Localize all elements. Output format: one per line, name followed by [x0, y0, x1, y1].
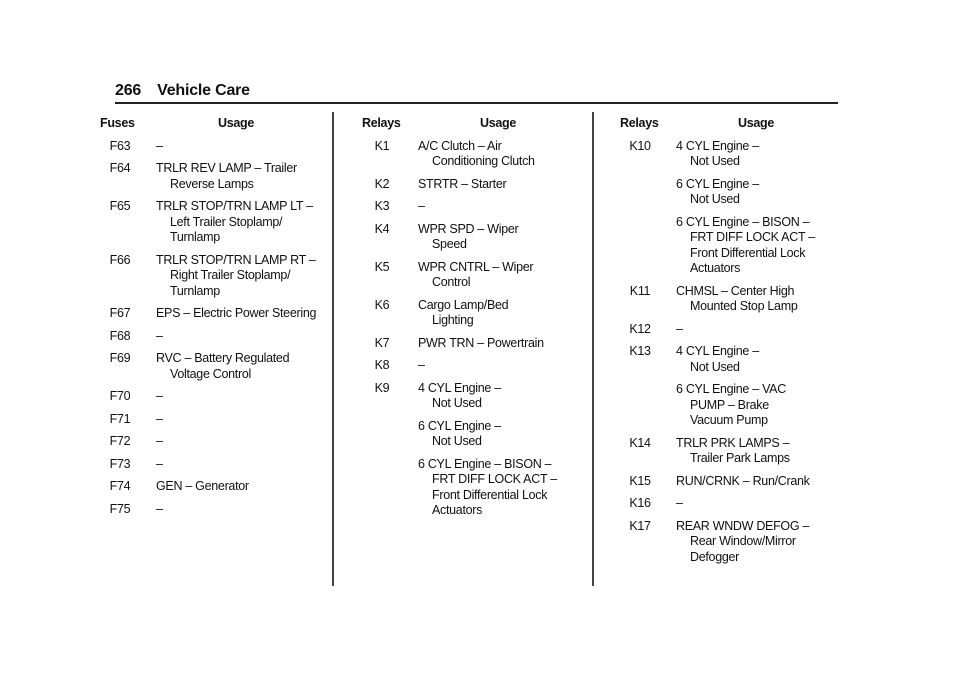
column-heading-relays: Relays: [620, 116, 659, 130]
row-usage: [676, 519, 840, 566]
usage-line: –: [418, 199, 425, 213]
row-usage: [156, 161, 320, 192]
row-code: K10: [629, 138, 651, 153]
usage-line: Actuators: [432, 503, 483, 517]
usage-line: WPR CNTRL – Wiper: [418, 259, 534, 274]
table-row: [100, 434, 320, 450]
table-row: [100, 139, 320, 155]
usage-line: Turnlamp: [170, 283, 220, 298]
fuse-table: [100, 116, 320, 524]
usage-line: PWR TRN – Powertrain: [418, 335, 544, 350]
table-rows: [620, 139, 840, 566]
row-code: K8: [374, 358, 390, 372]
table-row: [362, 222, 582, 253]
usage-line: Lighting: [432, 313, 474, 327]
row-code: K15: [629, 473, 651, 488]
usage-line: STRTR – Starter: [418, 176, 507, 191]
usage-line: 4 CYL Engine –: [418, 380, 501, 395]
usage-line: Trailer Park Lamps: [690, 451, 790, 465]
row-code: [362, 419, 402, 450]
row-code: K6: [374, 297, 390, 312]
usage-line: A/C Clutch – Air: [418, 138, 502, 153]
usage-line: Reverse Lamps: [170, 176, 254, 191]
table-row: [362, 298, 582, 329]
table-header: [362, 116, 582, 132]
row-code: K2: [374, 176, 390, 191]
table-row: [100, 389, 320, 405]
table-row: [620, 322, 840, 338]
table-row: [620, 474, 840, 490]
row-usage: [156, 434, 320, 450]
table-row: [620, 519, 840, 566]
row-code: F73: [109, 456, 131, 471]
row-code: F65: [109, 199, 131, 213]
header-rule: [115, 102, 838, 104]
usage-line: –: [156, 456, 163, 471]
usage-line: 4 CYL Engine –: [676, 344, 759, 358]
table-row: [362, 177, 582, 193]
table-row: [362, 260, 582, 291]
usage-line: Not Used: [690, 359, 740, 374]
table-row: [620, 496, 840, 512]
row-usage: [156, 139, 320, 155]
usage-line: 6 CYL Engine – VAC: [676, 382, 786, 396]
row-code: K17: [629, 518, 651, 533]
row-code: F75: [109, 501, 131, 516]
usage-line: 4 CYL Engine –: [676, 138, 759, 153]
relay-table-2: [620, 116, 840, 572]
row-code: K5: [374, 259, 390, 274]
usage-line: Not Used: [432, 434, 482, 448]
table-row: [620, 177, 840, 208]
usage-line: Rear Window/Mirror: [690, 534, 796, 548]
page-number: 266: [115, 82, 142, 99]
row-code: K16: [629, 496, 651, 510]
usage-line: PUMP – Brake: [690, 397, 769, 412]
row-usage: [676, 344, 840, 375]
table-row: [100, 351, 320, 382]
usage-line: 6 CYL Engine –: [418, 418, 501, 433]
usage-line: Cargo Lamp/Bed: [418, 297, 509, 312]
usage-line: –: [418, 358, 425, 372]
row-usage: [418, 419, 582, 450]
usage-line: Turnlamp: [170, 230, 220, 244]
usage-line: Voltage Control: [170, 366, 251, 381]
row-code: F72: [109, 434, 131, 448]
usage-line: 6 CYL Engine –: [676, 176, 759, 191]
row-code: F74: [109, 479, 131, 493]
row-usage: [156, 253, 320, 300]
usage-line: TRLR REV LAMP – Trailer: [156, 161, 297, 175]
table-row: [100, 199, 320, 246]
table-row: [362, 139, 582, 170]
row-usage: [156, 389, 320, 405]
usage-line: TRLR STOP/TRN LAMP LT –: [156, 199, 313, 213]
row-usage: [418, 358, 582, 374]
usage-line: –: [156, 501, 163, 516]
row-code: K13: [629, 344, 651, 358]
row-usage: [676, 436, 840, 467]
row-usage: [676, 215, 840, 277]
usage-line: –: [156, 389, 163, 403]
usage-line: 6 CYL Engine – BISON –: [676, 214, 810, 229]
usage-line: Vacuum Pump: [690, 413, 768, 427]
row-usage: [156, 412, 320, 428]
row-usage: [156, 457, 320, 473]
usage-line: Not Used: [432, 396, 482, 410]
table-row: [620, 344, 840, 375]
table-rows: [362, 139, 582, 519]
table-row: [100, 457, 320, 473]
row-usage: [418, 199, 582, 215]
row-code: K12: [629, 321, 651, 336]
table-row: [620, 382, 840, 429]
usage-line: Actuators: [690, 261, 741, 275]
usage-line: Control: [432, 275, 471, 289]
row-code: K7: [374, 335, 390, 350]
usage-line: –: [156, 138, 163, 153]
table-row: [100, 329, 320, 345]
row-usage: [156, 329, 320, 345]
usage-line: EPS – Electric Power Steering: [156, 306, 317, 320]
table-row: [100, 306, 320, 322]
row-code: [620, 177, 660, 208]
table-row: [620, 436, 840, 467]
row-code: [620, 215, 660, 277]
table-row: [362, 199, 582, 215]
table-row: [362, 457, 582, 519]
table-row: [100, 161, 320, 192]
row-code: F69: [109, 351, 131, 365]
table-row: [362, 336, 582, 352]
table-rows: [100, 139, 320, 518]
row-usage: [156, 199, 320, 246]
usage-line: CHMSL – Center High: [676, 283, 795, 298]
row-usage: [418, 457, 582, 519]
column-heading-usage: Usage: [737, 116, 775, 130]
usage-line: 6 CYL Engine – BISON –: [418, 456, 552, 471]
row-code: K4: [374, 221, 390, 236]
row-usage: [676, 322, 840, 338]
row-code: F66: [109, 252, 131, 267]
row-usage: [418, 222, 582, 253]
table-row: [100, 253, 320, 300]
row-code: [620, 382, 660, 429]
row-code: F63: [109, 138, 131, 153]
row-code: [362, 457, 402, 519]
usage-line: Not Used: [690, 192, 740, 206]
row-usage: [156, 502, 320, 518]
usage-line: RUN/CRNK – Run/Crank: [676, 473, 810, 488]
usage-line: TRLR STOP/TRN LAMP RT –: [156, 252, 316, 267]
usage-line: Front Differential Lock: [432, 487, 548, 502]
row-usage: [676, 382, 840, 429]
row-usage: [418, 336, 582, 352]
row-usage: [418, 381, 582, 412]
table-row: [620, 139, 840, 170]
usage-line: Defogger: [690, 549, 740, 564]
usage-line: Speed: [432, 237, 467, 251]
row-usage: [676, 474, 840, 490]
usage-line: TRLR PRK LAMPS –: [676, 435, 790, 450]
section-title: Vehicle Care: [157, 82, 250, 99]
usage-line: Right Trailer Stoplamp/: [170, 268, 291, 282]
row-code: K1: [374, 138, 390, 153]
table-row: [362, 419, 582, 450]
column-heading-usage: Usage: [479, 116, 517, 130]
column-divider-1: [332, 112, 334, 586]
usage-line: FRT DIFF LOCK ACT –: [690, 230, 815, 244]
row-code: K11: [629, 283, 651, 298]
usage-line: Conditioning Clutch: [432, 154, 535, 168]
column-heading-relays: Relays: [362, 116, 401, 130]
usage-line: GEN – Generator: [156, 479, 249, 493]
row-code: F64: [109, 161, 131, 175]
row-usage: [676, 139, 840, 170]
row-usage: [156, 479, 320, 495]
row-code: F68: [109, 328, 131, 343]
row-usage: [156, 351, 320, 382]
usage-line: –: [156, 411, 163, 426]
row-code: F70: [109, 389, 131, 403]
row-code: F67: [109, 306, 131, 320]
row-usage: [676, 177, 840, 208]
column-divider-2: [592, 112, 594, 586]
row-usage: [676, 496, 840, 512]
row-usage: [418, 298, 582, 329]
usage-line: –: [676, 321, 683, 336]
usage-line: WPR SPD – Wiper: [418, 221, 519, 236]
table-header: [620, 116, 840, 132]
row-code: K9: [374, 380, 390, 395]
table-row: [620, 215, 840, 277]
row-usage: [418, 260, 582, 291]
usage-line: –: [676, 496, 683, 510]
row-code: F71: [109, 411, 131, 426]
usage-line: RVC – Battery Regulated: [156, 351, 290, 365]
usage-line: REAR WNDW DEFOG –: [676, 518, 810, 533]
table-header: [100, 116, 320, 132]
usage-line: FRT DIFF LOCK ACT –: [432, 472, 557, 486]
row-usage: [676, 284, 840, 315]
row-usage: [418, 139, 582, 170]
table-row: [100, 479, 320, 495]
row-usage: [156, 306, 320, 322]
column-heading-fuses: Fuses: [100, 116, 135, 130]
page-header: [115, 82, 838, 104]
usage-line: Left Trailer Stoplamp/: [170, 214, 283, 229]
header-text: [115, 82, 250, 100]
table-row: [620, 284, 840, 315]
usage-line: Front Differential Lock: [690, 245, 806, 260]
relay-table-1: [362, 116, 582, 526]
table-row: [362, 381, 582, 412]
table-row: [100, 412, 320, 428]
usage-line: Not Used: [690, 154, 740, 168]
table-row: [362, 358, 582, 374]
table-row: [100, 502, 320, 518]
usage-line: –: [156, 328, 163, 343]
column-heading-usage: Usage: [217, 116, 255, 130]
usage-line: Mounted Stop Lamp: [690, 299, 798, 313]
row-code: K14: [629, 435, 651, 450]
usage-line: –: [156, 434, 163, 448]
row-usage: [418, 177, 582, 193]
row-code: K3: [374, 199, 390, 213]
